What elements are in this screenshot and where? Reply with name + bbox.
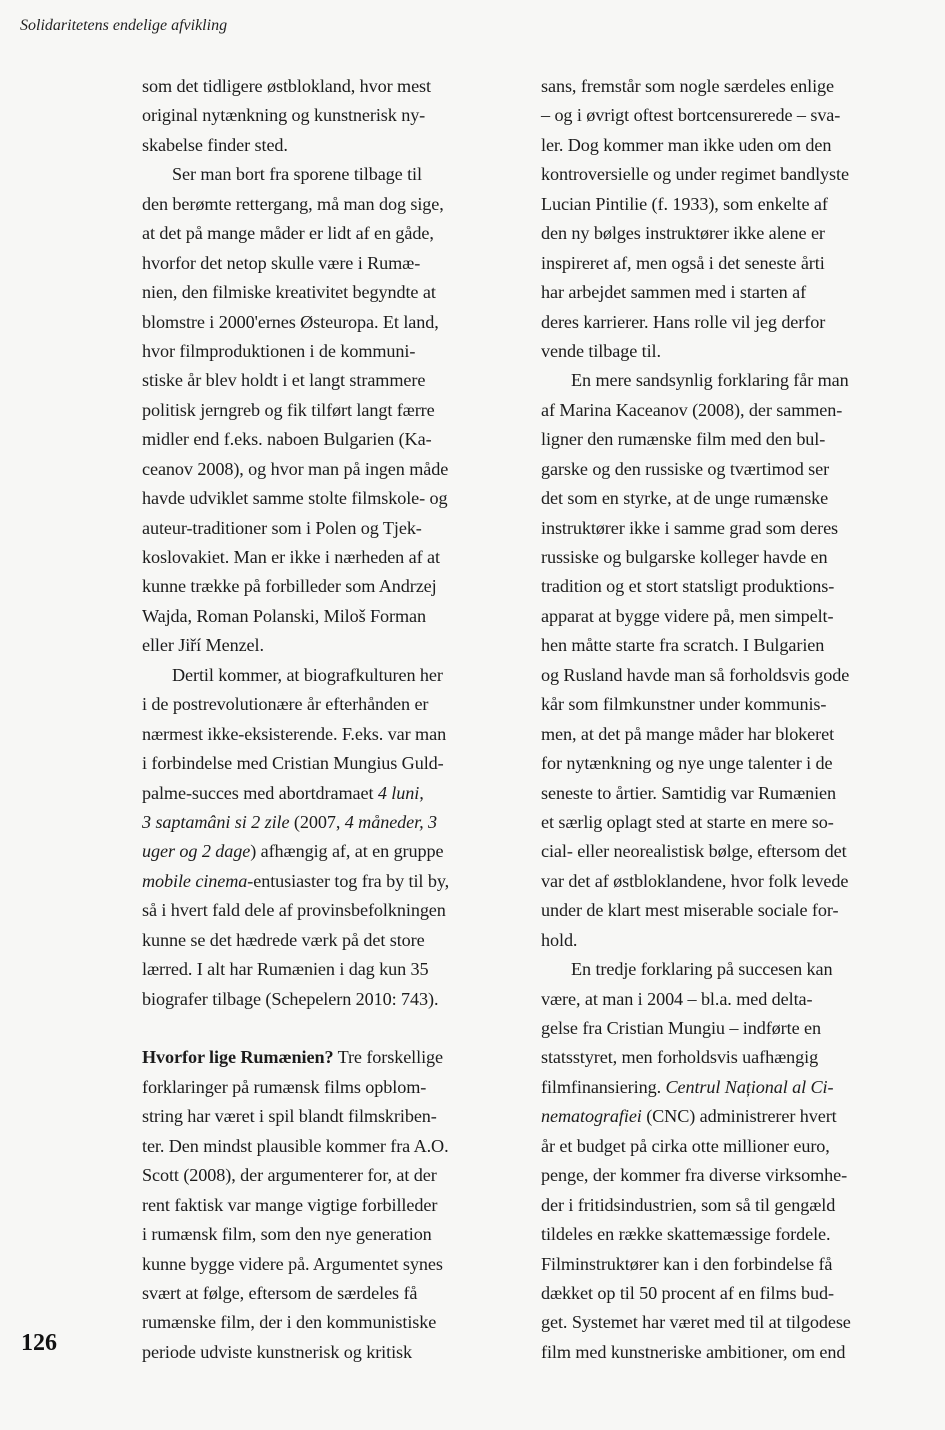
text-line <box>142 808 502 837</box>
text-span: (2007, <box>289 811 345 832</box>
text-span: palme-succes med abortdramaet <box>142 782 378 803</box>
text-line: kår som filmkunstner under kommunis- <box>541 694 827 715</box>
text-line: kontroversielle og under regimet bandlyste <box>541 164 849 185</box>
text-line: sans, fremstår som nogle særdeles enlige <box>541 76 834 96</box>
text-line: deres karrierer. Hans rolle vil jeg derfor <box>541 311 826 332</box>
paragraph-start-line: En tredje forklaring på succesen kan <box>571 959 833 980</box>
text-line: ter. Den mindst plausible kommer fra A.O. <box>142 1135 449 1156</box>
text-line: – og i øvrigt oftest bortcensurerede – sva- <box>541 105 841 126</box>
text-line: under de klart mest miserable sociale for- <box>541 900 839 921</box>
text-line <box>142 779 502 808</box>
text-line: inspireret af, men også i det seneste årti <box>541 252 825 273</box>
text-line: Filminstruktører kan i den forbindelse få <box>541 1253 833 1274</box>
text-line: stiske år blev holdt i et langt strammere <box>142 370 426 391</box>
text-line <box>142 1043 502 1072</box>
text-line: russiske og bulgarske kolleger havde en <box>541 547 828 567</box>
text-line: kunne bygge videre på. Argumentet synes <box>142 1253 443 1274</box>
institution-name-italic: Centrul Național al Ci- <box>665 1076 834 1097</box>
text-line: af Marina Kaceanov (2008), der sammen- <box>541 399 843 420</box>
text-line: hvorfor det netop skulle være i Rumæ- <box>142 252 421 273</box>
film-title-italic: uger og 2 dage <box>142 841 251 862</box>
text-line: nien, den filmiske kreativitet begyndte at <box>142 282 436 303</box>
running-header-title: Solidaritetens endelige afvikling <box>20 17 228 34</box>
text-line: Lucian Pintilie (f. 1933), som enkelte af <box>541 193 828 214</box>
text-line: år et budget på cirka otte millioner euro, <box>541 1135 830 1156</box>
paragraph-start-line: En mere sandsynlig forklaring får man <box>571 370 849 391</box>
text-line: tradition og et stort statsligt produktions- <box>541 576 835 597</box>
text-line: string har været i spil blandt filmskriben- <box>142 1106 437 1127</box>
text-line: dækket op til 50 procent af en films bud- <box>541 1282 834 1303</box>
text-line: i de postrevolutionære år efterhånden er <box>142 694 429 715</box>
text-line: skabelse finder sted. <box>142 134 288 155</box>
text-line: original nytænkning og kunstnerisk ny- <box>142 105 426 126</box>
text-line: nærmest ikke-eksisterende. F.eks. var man <box>142 723 447 744</box>
text-line: hvor filmproduktionen i de kommuni- <box>142 340 416 361</box>
text-line: i forbindelse med Cristian Mungius Guld- <box>142 753 444 774</box>
text-line: apparat at bygge videre på, men simpelt- <box>541 605 834 626</box>
text-line: gelse fra Cristian Mungiu – indførte en <box>541 1018 821 1038</box>
film-title-italic: 4 luni, <box>377 782 424 803</box>
text-line: der i fritidsindustrien, som så til gengæld <box>541 1194 836 1215</box>
text-line: forklaringer på rumænsk films opblom- <box>142 1076 427 1097</box>
text-line: rumænske film, der i den kommunistiske <box>142 1312 437 1333</box>
text-line: auteur-traditioner som i Polen og Tjek- <box>142 517 422 538</box>
text-line: for nytænkning og nye unge talenter i de <box>541 753 833 774</box>
text-line: koslovakiet. Man er ikke i nærheden af at <box>142 547 440 567</box>
text-line: den ny bølges instruktører ikke alene er <box>541 223 825 244</box>
text-line: være, at man i 2004 – bl.a. med delta- <box>541 988 813 1009</box>
text-line: ceanov 2008), og hvor man på ingen måde <box>142 458 449 479</box>
film-title-italic: 3 saptamâni si 2 zile <box>142 811 290 832</box>
paragraph-start-line: Ser man bort fra sporene tilbage til <box>172 164 422 185</box>
text-line: det som en styrke, at de unge rumænske <box>541 488 829 509</box>
film-title-italic: 4 måneder, 3 <box>344 811 437 832</box>
text-line: seneste to årtier. Samtidig var Rumænien <box>541 782 837 803</box>
text-line: ler. Dog kommer man ikke uden om den <box>541 134 832 155</box>
text-span: ) afhængig af, at en gruppe <box>250 841 444 862</box>
text-line: lærred. I alt har Rumænien i dag kun 35 <box>142 959 429 980</box>
text-line: havde udviklet samme stolte filmskole- og <box>142 488 448 509</box>
text-line: et særlig oplagt sted at starte en mere so- <box>541 811 834 832</box>
text-line: hold. <box>541 929 578 950</box>
text-line: tildeles en række skattemæssige fordele. <box>541 1224 831 1245</box>
text-line: svært at følge, eftersom de særdeles få <box>142 1282 418 1303</box>
text-line: cial- eller neorealistisk bølge, eftersom det <box>541 841 847 862</box>
text-line: har arbejdet sammen med i starten af <box>541 282 807 303</box>
text-span: -entusiaster tog fra by til by, <box>247 870 450 891</box>
text-line: penge, der kommer fra diverse virksomhe- <box>541 1165 848 1186</box>
text-line: eller Jiří Menzel. <box>142 635 264 656</box>
section-gap <box>142 1014 502 1043</box>
text-line: og Rusland havde man så forholdsvis gode <box>541 664 850 685</box>
text-line: hen måtte starte fra scratch. I Bulgarien <box>541 635 825 656</box>
text-line: periode udviste kunstnerisk og kritisk <box>142 1341 412 1362</box>
text-line: Wajda, Roman Polanski, Miloš Forman <box>142 605 427 626</box>
italic-term: mobile cinema <box>142 870 248 891</box>
text-span: filmfinansiering. <box>541 1076 666 1097</box>
text-line <box>541 1073 911 1102</box>
text-line: kunne trække på forbilleder som Andrzej <box>142 576 437 597</box>
text-line: som det tidligere østblokland, hvor mest <box>142 76 431 96</box>
text-line: kunne se det hædrede værk på det store <box>142 929 425 950</box>
institution-name-italic: nematografiei <box>541 1106 642 1127</box>
text-line: get. Systemet har været med til at tilgodese <box>541 1312 851 1333</box>
text-line <box>142 867 502 896</box>
text-line: var det af østbloklandene, hvor folk levede <box>541 870 849 891</box>
left-text-column <box>142 72 502 1367</box>
text-line: film med kunstneriske ambitioner, om end <box>541 1341 846 1362</box>
text-line: instruktører ikke i samme grad som deres <box>541 517 839 538</box>
text-line: politisk jerngreb og fik tilført langt færre <box>142 399 435 420</box>
text-span: (CNC) administrerer hvert <box>641 1106 837 1127</box>
text-line: ligner den rumænske film med den bul- <box>541 429 826 450</box>
text-line: Scott (2008), der argumenterer for, at der <box>142 1165 437 1186</box>
text-line: rent faktisk var mange vigtige forbilleder <box>142 1194 438 1215</box>
text-line <box>541 1102 911 1131</box>
section-heading: Hvorfor lige Rumænien? <box>142 1047 334 1068</box>
page-number: 126 <box>21 1330 57 1356</box>
text-line: vende tilbage til. <box>541 340 661 361</box>
text-line: så i hvert fald dele af provinsbefolkningen <box>142 900 446 921</box>
text-line: at det på mange måder er lidt af en gåde, <box>142 223 434 244</box>
text-line: statsstyret, men forholdsvis uafhængig <box>541 1047 819 1068</box>
text-line: midler end f.eks. naboen Bulgarien (Ka- <box>142 429 432 450</box>
text-line: den berømte rettergang, må man dog sige, <box>142 193 444 214</box>
text-span: Tre forskellige <box>333 1047 443 1068</box>
text-line: garske og den russiske og tværtimod ser <box>541 458 830 479</box>
text-line: i rumænsk film, som den nye generation <box>142 1224 432 1245</box>
text-line: blomstre i 2000'ernes Østeuropa. Et land, <box>142 311 439 332</box>
right-text-column <box>541 72 911 1367</box>
paragraph-start-line: Dertil kommer, at biografkulturen her <box>172 664 443 685</box>
text-line: men, at det på mange måder har blokeret <box>541 723 835 744</box>
text-line: biografer tilbage (Schepelern 2010: 743). <box>142 988 439 1009</box>
text-line <box>142 837 502 866</box>
